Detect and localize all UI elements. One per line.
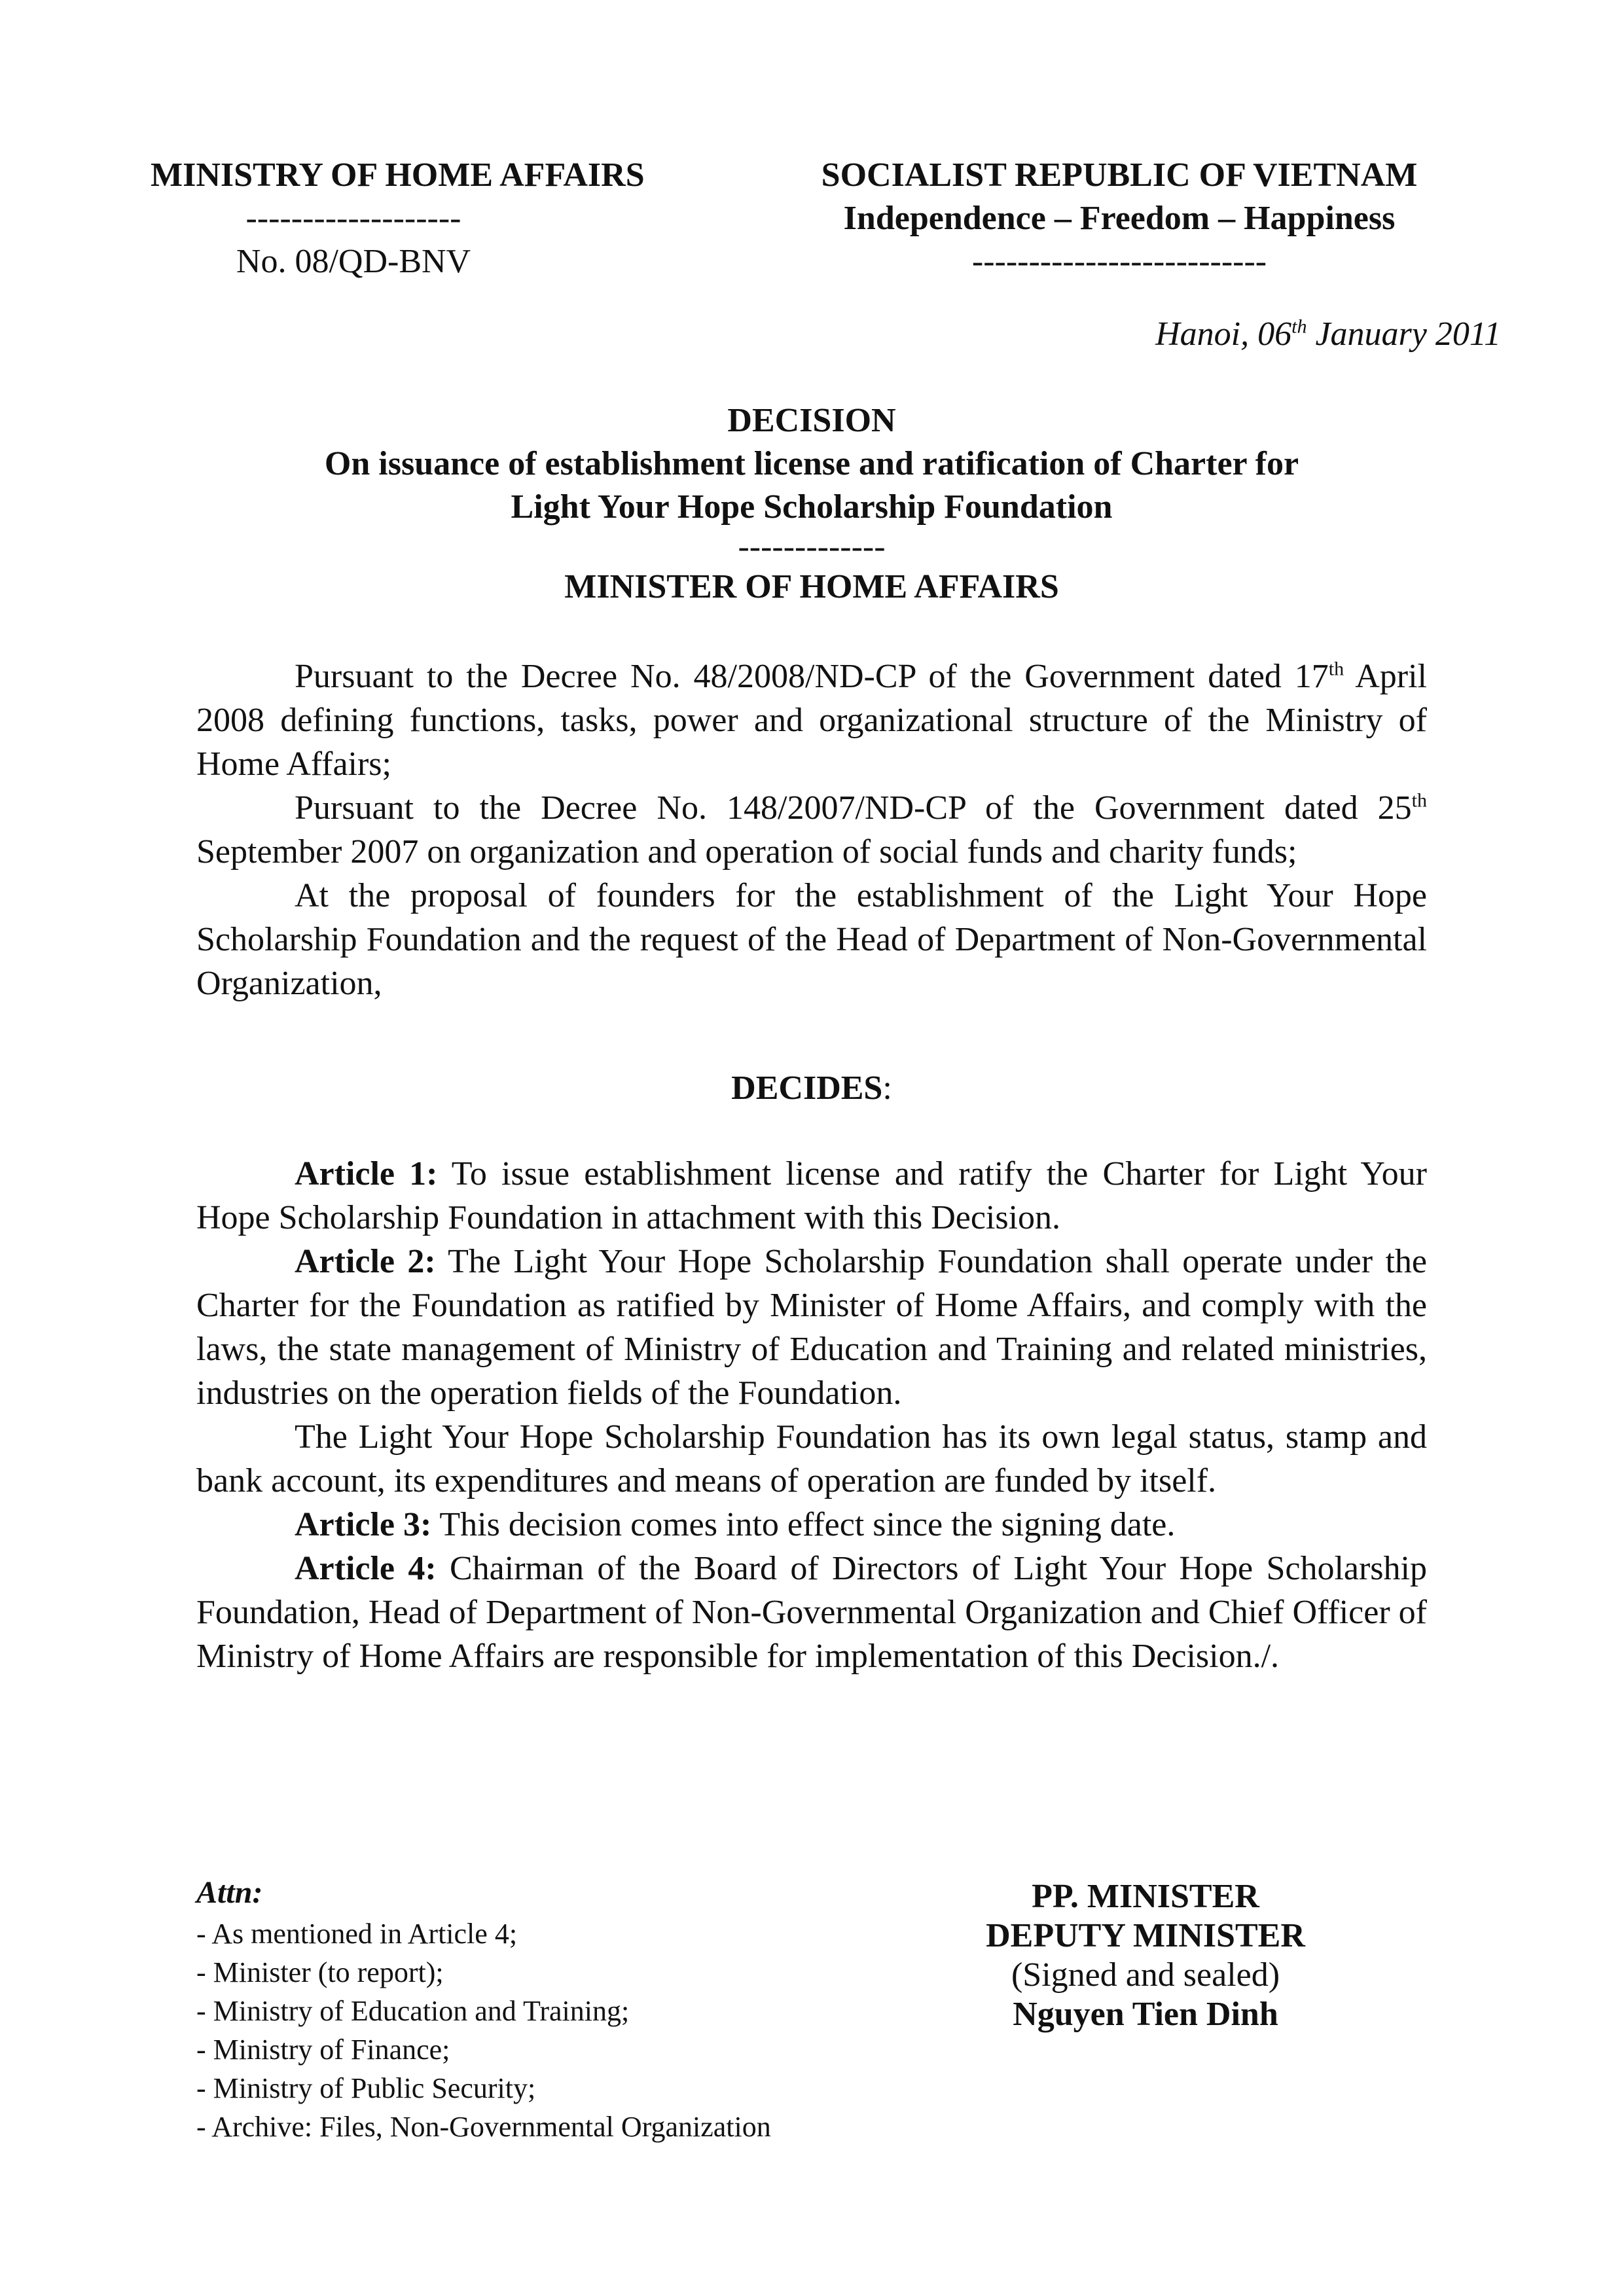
article-2 — [196, 1240, 1427, 1415]
article-4-label: Article 4: — [295, 1550, 437, 1587]
signatory-title-1: PP. MINISTER — [1032, 1878, 1259, 1915]
preamble-paragraph-1 — [196, 655, 1427, 786]
preamble-1-rest: April 2008 defining functions, tasks, power and organizational structure of the Ministry of Home Affairs; — [196, 658, 1427, 783]
recipient-item: - Ministry of Public Security; — [196, 2072, 536, 2104]
republic-block — [785, 154, 1453, 283]
date-ordinal: th — [1291, 315, 1307, 338]
article-2-label: Article 2: — [295, 1243, 436, 1280]
recipient-item: - Archive: Files, Non-Governmental Organization — [196, 2111, 771, 2143]
preamble-2-main: Pursuant to the Decree No. 148/2007/ND-CP of the Government dated 25 — [295, 789, 1412, 827]
recipient-item: - Minister (to report); — [196, 1956, 444, 1988]
signature-block — [916, 1877, 1375, 2034]
decision-subtitle-1: On issuance of establishment license and ratification of Charter for — [324, 445, 1299, 482]
preamble-2-rest: September 2007 on organization and operation of social funds and charity funds; — [196, 833, 1297, 870]
document-number: No. 08/QD-BNV — [236, 243, 471, 280]
ministry-divider: ------------------- — [245, 200, 461, 237]
decides-colon: : — [882, 1069, 892, 1107]
recipients-block — [196, 1873, 916, 2146]
issuer-block — [151, 154, 645, 283]
republic-divider: -------------------------- — [971, 243, 1267, 280]
article-3-label: Article 3: — [295, 1506, 432, 1543]
issuing-authority: MINISTER OF HOME AFFAIRS — [564, 568, 1059, 605]
article-4-text: Chairman of the Board of Directors of Light Your Hope Scholarship Foundation, Head of Department of Non-Governmental Organization and Chief Officer of Ministry of Home Affairs are responsible for implementation of this Decision./. — [196, 1550, 1427, 1675]
recipient-item: - Ministry of Finance; — [196, 2034, 450, 2066]
decides-label: DECIDES — [731, 1069, 883, 1107]
article-1 — [196, 1152, 1427, 1240]
article-4 — [196, 1547, 1427, 1678]
article-2-continuation — [196, 1415, 1427, 1503]
date-prefix: Hanoi, 06 — [1155, 315, 1292, 353]
preamble-1-ordinal: th — [1328, 658, 1344, 680]
recipient-item: - As mentioned in Article 4; — [196, 1918, 518, 1950]
national-motto: Independence – Freedom – Happiness — [843, 200, 1396, 237]
date-suffix: January 2011 — [1307, 315, 1501, 353]
article-3 — [196, 1503, 1427, 1547]
article-2-continuation-text: The Light Your Hope Scholarship Foundation has its own legal status, stamp and bank account, its expenditures and means of operation are funded by itself. — [196, 1418, 1427, 1499]
article-2-text: The Light Your Hope Scholarship Foundation shall operate under the Charter for the Foundation as ratified by Minister of Home Affairs, and comply with the laws, the state management of Ministry of Education and Training and related ministries, industries on the operation fields of the Foundation. — [196, 1243, 1427, 1412]
title-divider: ------------- — [738, 528, 886, 565]
article-3-text: This decision comes into effect since the signing date. — [431, 1506, 1176, 1543]
preamble-paragraph-2 — [196, 786, 1427, 874]
preamble-paragraph-3: At the proposal of founders for the establishment of the Light Your Hope Scholarship Foundation and the request of the Head of Department of Non-Governmental Organization, — [196, 877, 1427, 1002]
article-1-text: To issue establishment license and ratify the Charter for Light Your Hope Scholarship Foundation in attachment with this Decision. — [196, 1155, 1427, 1236]
republic-name: SOCIALIST REPUBLIC OF VIETNAM — [821, 156, 1418, 194]
decides-heading — [196, 1067, 1427, 1110]
ministry-name: MINISTRY OF HOME AFFAIRS — [151, 156, 645, 194]
decision-subtitle-2: Light Your Hope Scholarship Foundation — [511, 488, 1113, 526]
decision-title — [196, 399, 1427, 609]
signatory-name: Nguyen Tien Dinh — [1013, 1996, 1278, 2033]
issue-date — [1155, 313, 1501, 356]
article-1-label: Article 1: — [295, 1155, 438, 1193]
preamble-2-ordinal: th — [1411, 789, 1427, 812]
preamble — [196, 655, 1427, 1005]
articles — [196, 1152, 1427, 1678]
signed-sealed-note: (Signed and sealed) — [1011, 1956, 1280, 1994]
signatory-title-2: DEPUTY MINISTER — [986, 1917, 1305, 1954]
recipient-item: - Ministry of Education and Training; — [196, 1995, 630, 2027]
decision-heading: DECISION — [727, 402, 896, 439]
preamble-1-main: Pursuant to the Decree No. 48/2008/ND-CP of the Government dated 17 — [295, 658, 1329, 695]
recipients-label: Attn: — [196, 1875, 263, 1910]
